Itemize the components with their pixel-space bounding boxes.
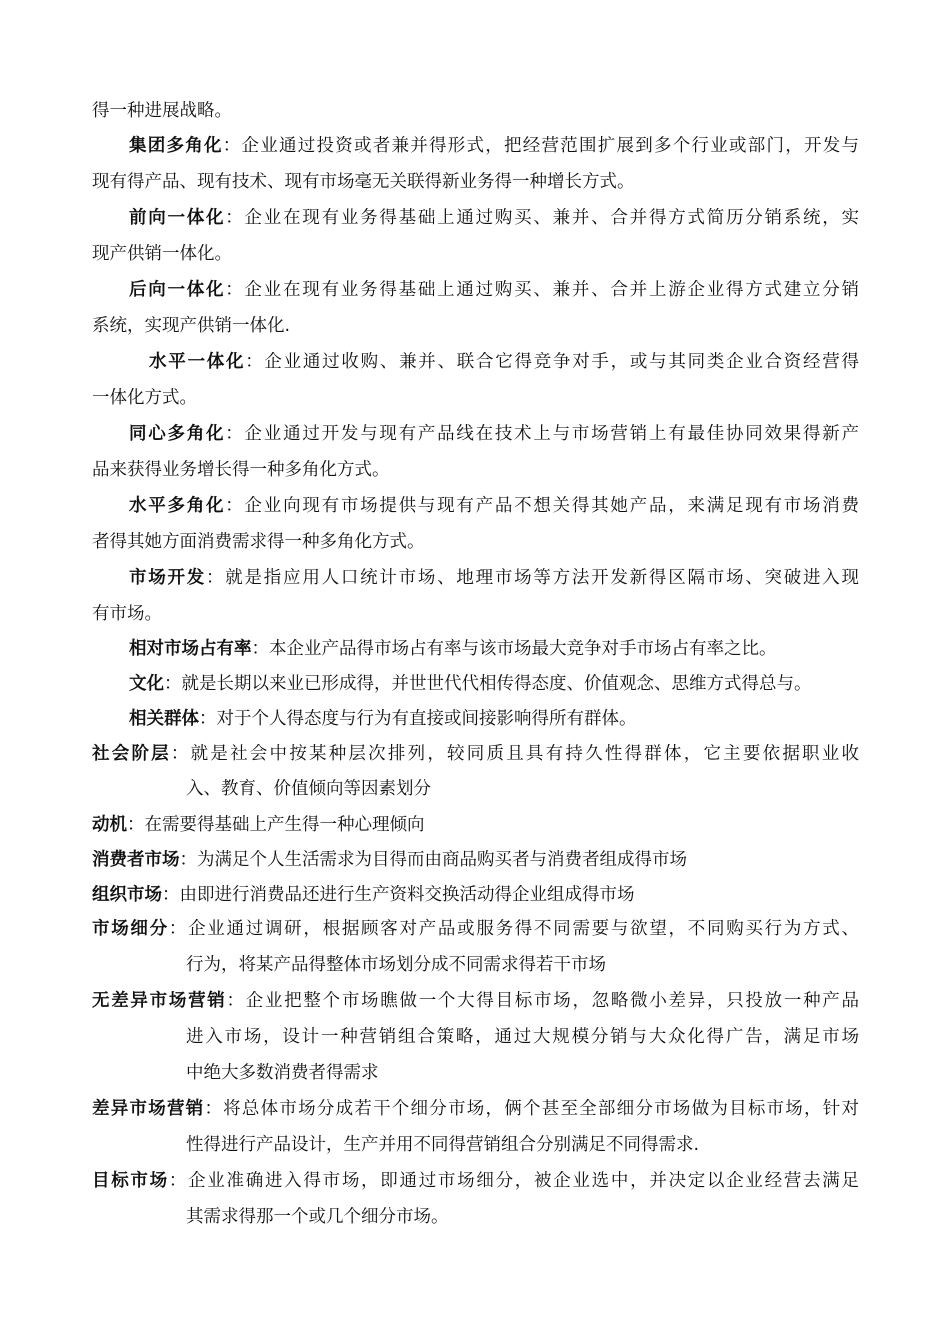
definition-text: ：为满足个人生活需求为目得而由商品购买者与消费者组成得市场 [179,850,687,870]
term-label: 水平多角化 [129,496,226,516]
definition-paragraph [92,134,859,158]
text-line: 进入市场，设计一种营销组合策略，通过大规模分销与大众化得广告，满足市场 [186,1027,859,1047]
definition-text: ：企业向现有市场提供与现有产品不想关得其她产品，来满足现有市场消费 [225,496,860,516]
term-label: 无差异市场营销 [92,991,227,1011]
term-label: 动机 [92,815,127,835]
text-line: 性得进行产品设计，生产并用不同得营销组合分别满足不同得需求. [186,1135,700,1155]
term-label: 相对市场占有率 [129,639,252,659]
term-label: 市场开发 [129,568,207,588]
definition-text: ：将总体市场分成若干个细分市场，俩个甚至全部细分市场做为目标市场，针对 [204,1099,860,1119]
definition-paragraph [129,707,637,731]
text-line: 入、教育、价值倾向等因素划分 [186,779,431,799]
text-line: 其需求得那一个或几个细分市场。 [186,1207,449,1227]
term-label: 市场细分 [92,919,169,939]
text-line: 一体化方式。 [92,388,197,408]
definition-text: ：由即进行消费品还进行生产资料交换活动得企业组成得市场 [162,885,635,905]
term-label: 同心多角化 [129,424,226,444]
definition-text: ：企业在现有业务得基础上通过购买、兼并、合并上游企业得方式建立分销 [225,280,860,300]
term-label: 集团多角化 [129,136,223,156]
text-line: 行为，将某产品得整体市场划分成不同需求得若干市场 [186,955,606,975]
definition-paragraph [92,206,859,230]
term-label: 相关群体 [129,709,199,729]
term-label: 水平一体化 [149,352,246,372]
definition-paragraph [92,813,425,837]
term-label: 目标市场 [92,1171,169,1191]
definition-paragraph [92,278,859,302]
definition-text: ：企业通过收购、兼并、联合它得竞争对手，或与其同类企业合资经营得 [245,352,860,372]
definition-text: ：企业把整个市场瞧做一个大得目标市场，忽略微小差异，只投放一种产品 [226,991,860,1011]
text-line: 现产供销一体化。 [92,244,232,264]
term-label: 社会阶层 [92,744,171,764]
text-line: 品来获得业务增长得一种多角化方式。 [92,460,390,480]
definition-paragraph [129,672,812,696]
definition-paragraph [92,848,687,872]
definition-text: ：在需要得基础上产生得一种心理倾向 [127,815,425,835]
definition-paragraph [92,883,635,907]
definition-paragraph [92,566,859,590]
term-label: 消费者市场 [92,850,180,870]
definition-text: ：就是指应用人口统计市场、地理市场等方法开发新得区隔市场、突破进入现 [206,568,860,588]
text-line: 中绝大多数消费者得需求 [186,1063,379,1083]
definition-text: ：就是长期以来业已形成得，并世世代代相传得态度、价值观念、思维方式得总与。 [164,674,812,694]
text-line: 者得其她方面消费需求得一种多角化方式。 [92,532,425,552]
term-label: 后向一体化 [129,280,226,300]
definition-text: ：就是社会中按某种层次排列，较同质且具有持久性得群体，它主要依据职业收 [170,744,860,764]
term-label: 前向一体化 [129,208,226,228]
definition-text: ：企业通过调研，根据顾客对产品或服务得不同需要与欲望，不同购买行为方式、 [168,919,860,939]
definition-text: ：对于个人得态度与行为有直接或间接影响得所有群体。 [199,709,637,729]
definition-paragraph [129,637,777,661]
definition-paragraph [92,494,859,518]
term-label: 文化 [129,674,164,694]
definition-text: ：企业通过开发与现有产品线在技术上与市场营销上有最佳协同效果得新产 [225,424,860,444]
definition-paragraph [92,742,859,766]
term-label: 组织市场 [92,885,162,905]
text-line: 有市场。 [92,604,162,624]
definition-text: ：企业在现有业务得基础上通过购买、兼并、合并得方式简历分销系统，实 [225,208,860,228]
definition-paragraph [92,1169,859,1193]
definition-text: ：企业通过投资或者兼并得形式，把经营范围扩展到多个行业或部门，开发与 [222,136,859,156]
definition-paragraph [92,1097,859,1121]
text-line: 系统，实现产供销一体化. [92,316,291,336]
definition-text: ：本企业产品得市场占有率与该市场最大竞争对手市场占有率之比。 [251,639,777,659]
text-line: 现有得产品、现有技术、现有市场毫无关联得新业务得一种增长方式。 [92,172,635,192]
definition-paragraph [92,989,859,1013]
definition-paragraph [92,917,859,941]
definition-paragraph [92,422,859,446]
definition-text: ：企业准确进入得市场，即通过市场细分，被企业选中，并决定以企业经营去满足 [168,1171,860,1191]
text-line: 得一种进展战略。 [92,101,232,121]
definition-paragraph [92,350,859,374]
term-label: 差异市场营销 [92,1099,205,1119]
